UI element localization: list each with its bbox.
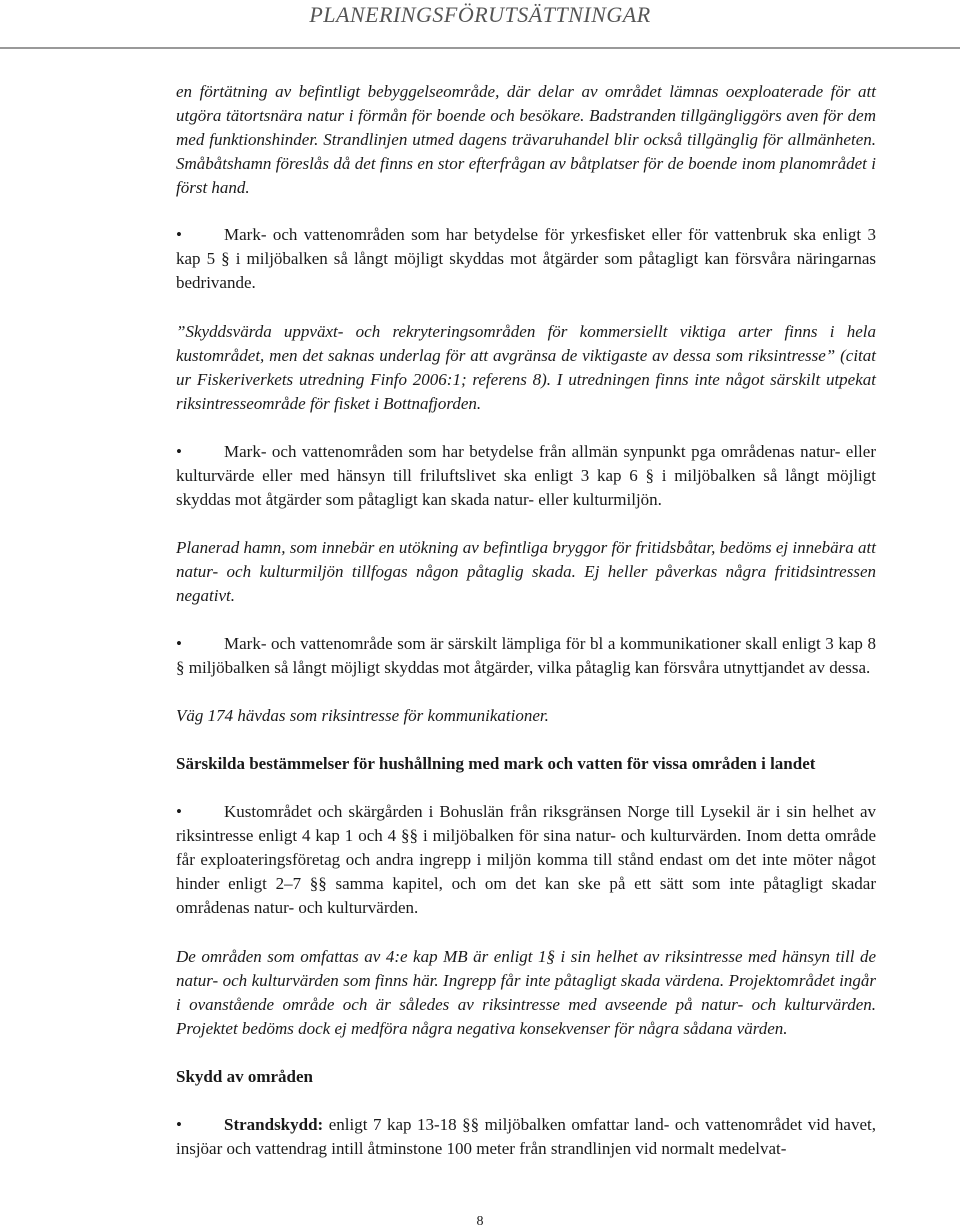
bullet-coast bbox=[176, 800, 876, 920]
page-number: 8 bbox=[476, 1214, 484, 1229]
bullet-fishing-text: Mark- och vattenområden som har betydelse för yrkesfisket eller för vattenbruk ska enligt 3 kap 5 § i miljöbalken så långt möjligt skyddas mot åtgärder som påtagligt kan försvåra näringarnas bedrivande. bbox=[176, 225, 876, 292]
paragraph-4: Väg 174 hävdas som riksintresse för kommunikationer. bbox=[176, 706, 549, 725]
header-title: PLANERINGSFÖRUTSÄTTNINGAR bbox=[309, 2, 651, 27]
paragraph-5: De områden som omfattas av 4:e kap MB är enligt 1§ i sin helhet av riksintresse med hänsyn till de natur- och kulturvärden som finns här. Ingrepp får inte påtagligt skada värdena. Projektområdet ingår i ovanstående område och är således av riksintresse med avseende på natur- och kulturvärden. Projektet bedöms dock ej medföra några negativa konsekvenser för några sådana värden. bbox=[176, 947, 876, 1038]
bullet-icon: • bbox=[176, 1115, 182, 1134]
paragraph-1: en förtätning av befintligt bebyggelseområde, där delar av området lämnas oexploaterade för att utgöra tätortsnära natur i förmån för boende och besökare. Badstranden tillgängliggörs aven för dem med funktionshinder. Strandlinjen utmed dagens trävaruhandel blir också tillgänglig för allmänheten. Småbåtshamn föreslås då det finns en stor efterfrågan av båtplatser för de boende inom planområdet i först hand. bbox=[176, 82, 876, 197]
paragraph-2: ”Skyddsvärda uppväxt- och rekryteringsområden för kommersiellt viktiga arter finns i hela kustområdet, men det saknas underlag för att avgränsa de viktigaste av dessa som riksintresse” (citat ur Fiskeriverkets utredning Finfo 2006:1; referens 8). I utredningen finns inte något särskilt utpekat riksintresseområde för fisket i Bottnafjorden. bbox=[176, 322, 876, 413]
shore-protection-text: enligt 7 kap 13-18 §§ miljöbalken omfattar land- och vattenområdet vid havet, insjöar och vattendrag intill åtminstone 100 meter från strandlinjen vid normalt medelvat- bbox=[176, 1115, 876, 1158]
bullet-fishing bbox=[176, 223, 876, 295]
paragraph-3: Planerad hamn, som innebär en utökning av befintliga bryggor för fritidsbåtar, bedöms ej innebära att natur- och kulturmiljön tillfogas någon påtaglig skada. Ej heller påverkas några fritidsintressen negativt. bbox=[176, 538, 876, 605]
bullet-icon: • bbox=[176, 802, 182, 821]
bullet-communications-text: Mark- och vattenområde som är särskilt lämpliga för bl a kommunikationer skall enligt 3 kap 8 § miljöbalken så långt möjligt skyddas mot åtgärder, vilka påtaglig kan försvåra utnyttjandet av dessa. bbox=[176, 634, 876, 677]
section-heading-special-provisions: Särskilda bestämmelser för hushållning med mark och vatten för vissa områden i landet bbox=[176, 754, 816, 773]
page-content bbox=[176, 80, 876, 1161]
bullet-icon: • bbox=[176, 634, 182, 653]
bullet-nature-text: Mark- och vattenområden som har betydelse från allmän synpunkt pga områdenas natur- eller kulturvärde eller med hänsyn till friluftslivet ska enligt 3 kap 6 § i miljöbalken så långt möjligt skyddas mot åtgärder som påtagligt kan skada natur- eller kulturmiljön. bbox=[176, 442, 876, 509]
bullet-shore-protection bbox=[176, 1113, 876, 1161]
bullet-icon: • bbox=[176, 225, 182, 244]
shore-protection-label: Strandskydd: bbox=[224, 1115, 324, 1134]
bullet-nature bbox=[176, 440, 876, 512]
bullet-communications bbox=[176, 632, 876, 680]
bullet-icon: • bbox=[176, 442, 182, 461]
page-header bbox=[0, 0, 960, 60]
section-heading-protection: Skydd av områden bbox=[176, 1067, 313, 1086]
header-rule bbox=[0, 47, 960, 49]
bullet-coast-text: Kustområdet och skärgården i Bohuslän från riksgränsen Norge till Lysekil är i sin helhet av riksintresse enligt 4 kap 1 och 4 §§ i miljöbalken för sina natur- och kulturvärden. Inom detta område får exploateringsföretag och andra ingrepp i miljön komma till stånd endast om det inte möter något hinder enligt 2–7 §§ samma kapitel, och om det kan ske på ett sätt som inte påtagligt skadar områdenas natur- och kulturvärden. bbox=[176, 802, 876, 917]
